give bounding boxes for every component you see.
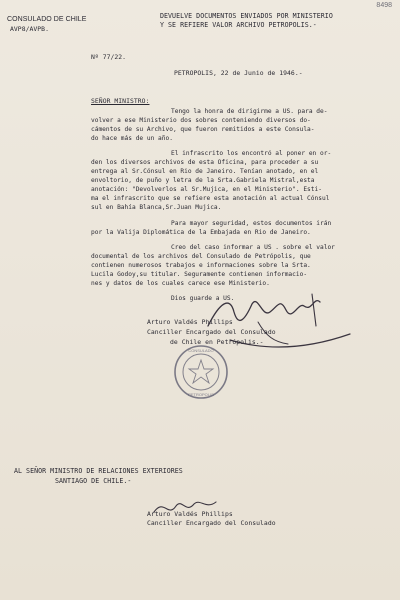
- body-line: cámentos de su Archivo, que fueron remitidos a este Consula-: [91, 126, 315, 133]
- body-line: do hace más de un año.: [91, 135, 173, 142]
- body-line: den los diversos archivos de esta Oficina, para proceder a su: [91, 159, 319, 166]
- body-line: ma el infrascrito que se refiere esta anotación al actual Cónsul: [91, 195, 330, 202]
- place-date: PETROPOLIS, 22 de Junio de 1946.-: [174, 69, 303, 77]
- salutation: SEÑOR MINISTRO:: [91, 97, 150, 105]
- signatory-title: Canciller Encargado del Consulado: [147, 328, 276, 336]
- sender-office: CONSULADO DE CHILE: [7, 16, 87, 23]
- body-line: Tengo la honra de dirigirme a US. para de-: [171, 108, 328, 115]
- margin-note-line-2: Y SE REFIERE VALOR ARCHIVO PETROPOLIS.-: [160, 21, 317, 29]
- signatory-title-lower: Canciller Encargado del Consulado: [147, 519, 276, 527]
- signatory-name: Arturo Valdés Phillips: [147, 318, 233, 326]
- body-line: entrega al Sr.Cónsul en Rio de Janeiro. Tenían anotado, en el: [91, 168, 319, 175]
- sender-reference: AVP8/AVPB.: [10, 25, 49, 33]
- margin-note-line-1: DEVUELVE DOCUMENTOS ENVIADOS POR MINISTERIO: [160, 12, 333, 20]
- signatory-name-lower: Arturo Valdés Phillips: [147, 510, 233, 518]
- body-line: por la Valija Diplomática de la Embajada en Rio de Janeiro.: [91, 229, 311, 236]
- body-line: envoltorio, de puño y letra de la Srta.Gabriela Mistral,esta: [91, 177, 315, 184]
- body-line: Dios guarde a US.: [171, 295, 235, 302]
- addressee-title: AL SEÑOR MINISTRO DE RELACIONES EXTERIORES: [14, 467, 183, 475]
- body-line: Para mayor seguridad, estos documentos irán: [171, 220, 332, 227]
- document-number: Nº 77/22.: [91, 53, 127, 61]
- svg-text:CONSULADO: CONSULADO: [188, 348, 214, 353]
- signatory-title-2: de Chile en Petrópolis.-: [170, 338, 264, 346]
- body-line: volver a ese Ministerio dos sobres conteniendo diversos do-: [91, 117, 311, 124]
- body-line: sul en Bahía Blanca,Sr.Juan Mujica.: [91, 204, 222, 211]
- body-line: anotación: "Devolverlos al Sr.Mujica, en el Ministerio". Esti-: [91, 186, 322, 193]
- addressee-city: SANTIAGO DE CHILE.-: [55, 477, 132, 485]
- svg-text:PETROPOLIS: PETROPOLIS: [188, 392, 214, 397]
- body-line: Lucila Godoy,su titular. Seguramente contienen informacio-: [91, 271, 308, 278]
- consulate-seal-stamp: [172, 343, 230, 401]
- body-line: documental de los archivos del Consulado de Petrópolis, que: [91, 253, 311, 260]
- body-line: El infrascrito los encontró al poner en or-: [171, 150, 332, 157]
- body-line: Creo del caso informar a US . sobre el valor: [171, 244, 335, 251]
- body-line: nes y datos de los cuales carece ese Ministerio.: [91, 280, 270, 287]
- body-line: contienen numerosos trabajos e informaciones sobre la Srta.: [91, 262, 311, 269]
- archive-number: 8498: [376, 2, 392, 9]
